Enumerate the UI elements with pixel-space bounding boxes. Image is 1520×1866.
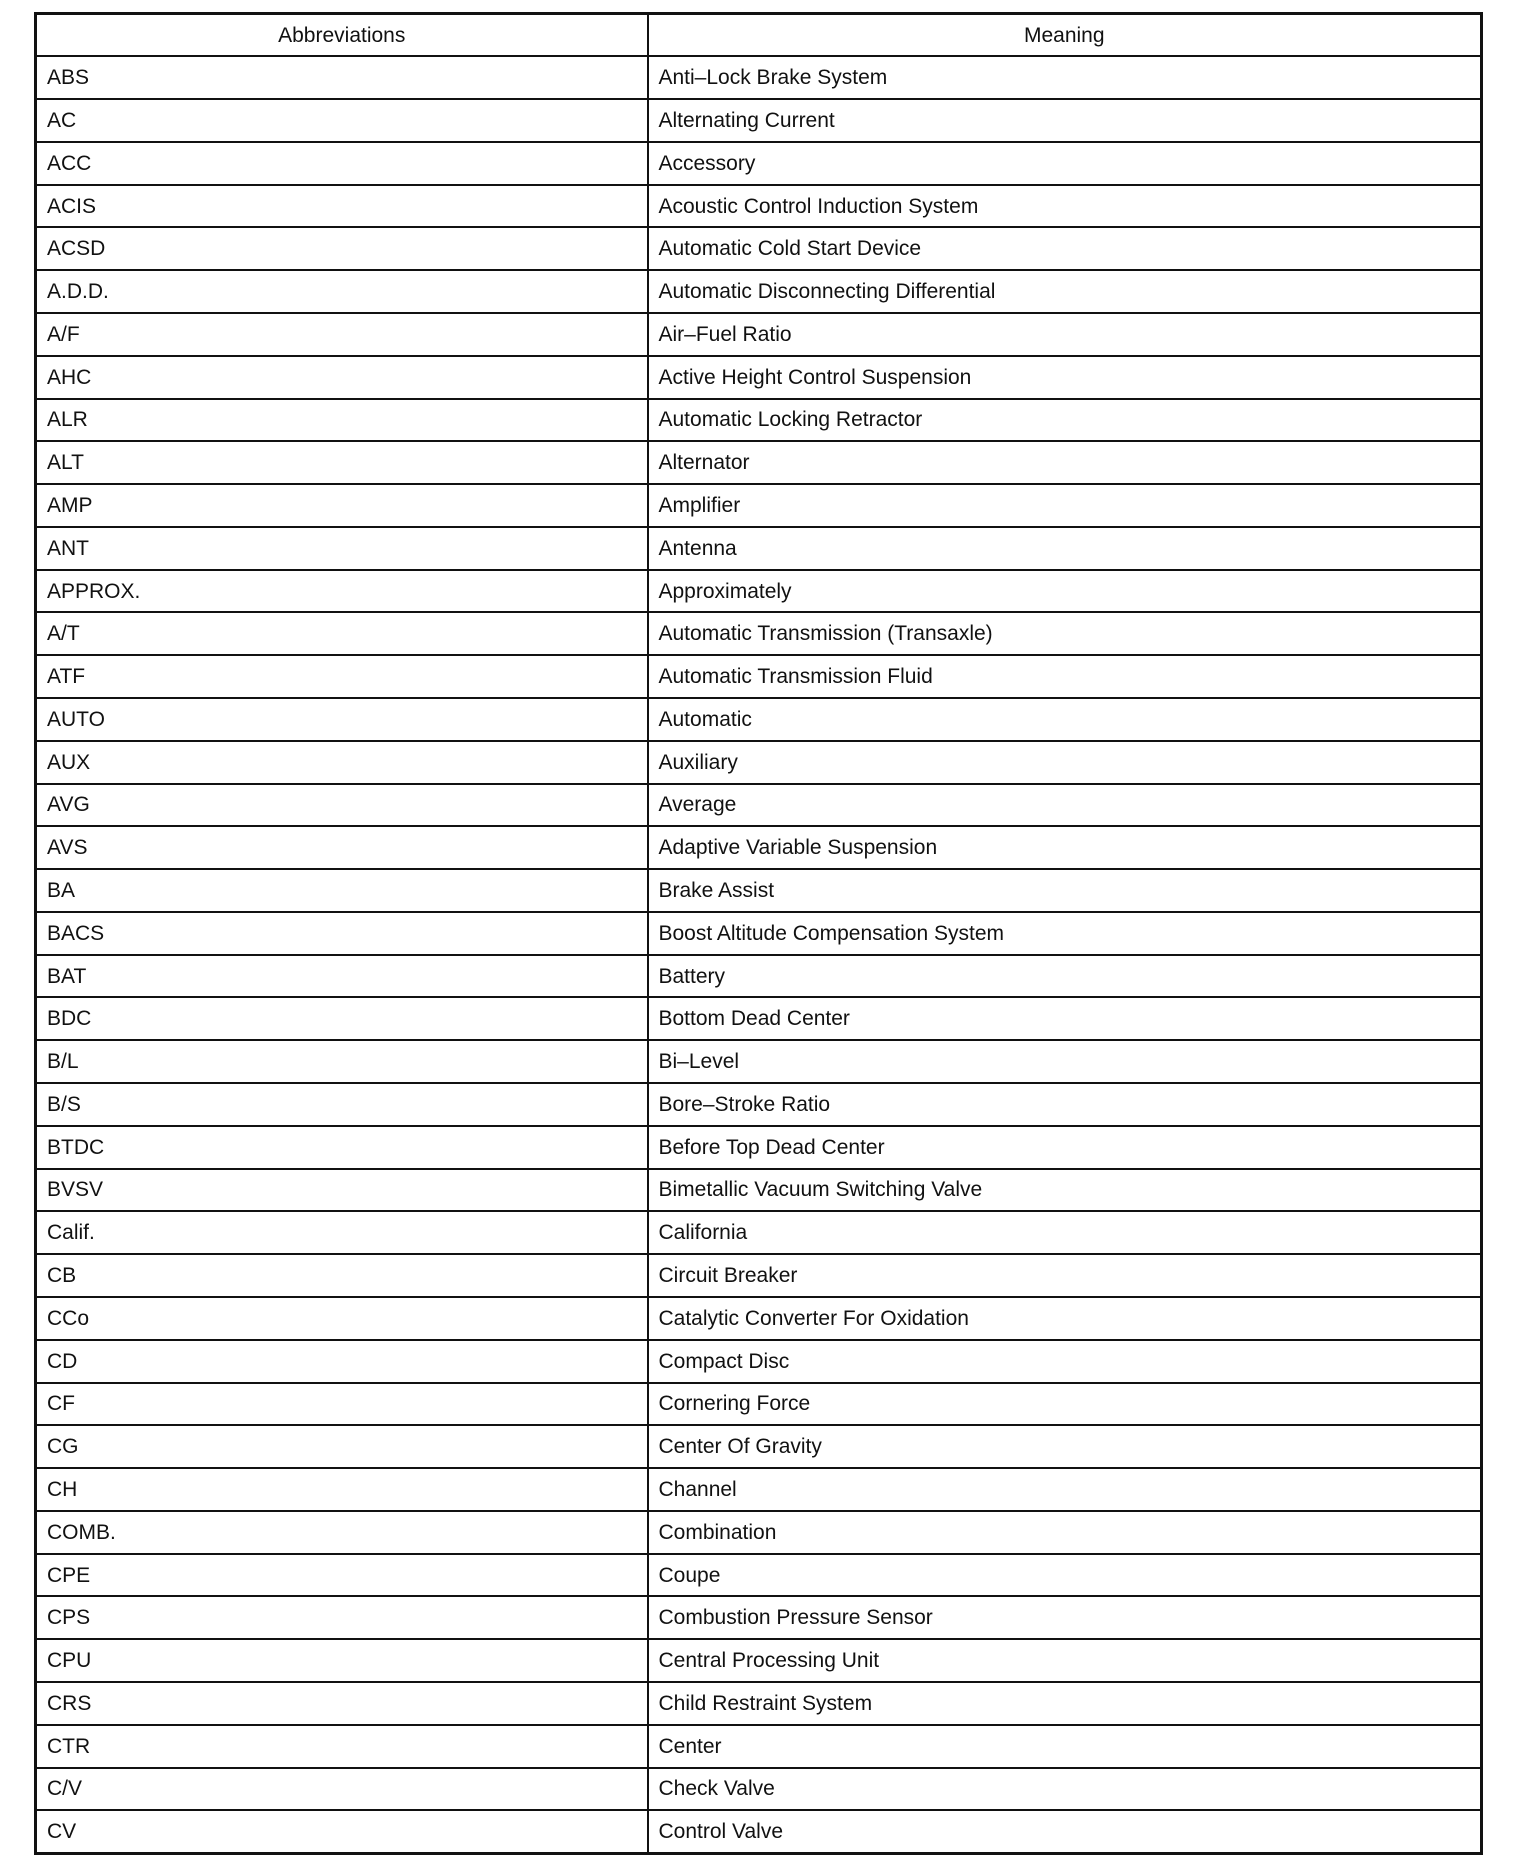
meaning-cell: Active Height Control Suspension bbox=[648, 356, 1482, 399]
abbreviation-cell: ALT bbox=[36, 441, 648, 484]
table-row bbox=[36, 1211, 1482, 1254]
abbreviation-cell: CTR bbox=[36, 1725, 648, 1768]
abbreviation-cell: ACSD bbox=[36, 227, 648, 270]
abbreviation-cell: AC bbox=[36, 99, 648, 142]
abbreviation-cell: B/S bbox=[36, 1083, 648, 1126]
table-row bbox=[36, 655, 1482, 698]
abbreviation-cell: CPE bbox=[36, 1554, 648, 1597]
table-row bbox=[36, 1425, 1482, 1468]
meaning-cell: Coupe bbox=[648, 1554, 1482, 1597]
table-row bbox=[36, 741, 1482, 784]
meaning-cell: Amplifier bbox=[648, 484, 1482, 527]
table-row bbox=[36, 997, 1482, 1040]
meaning-cell: Automatic Disconnecting Differential bbox=[648, 270, 1482, 313]
abbreviation-cell: AUX bbox=[36, 741, 648, 784]
meaning-cell: Circuit Breaker bbox=[648, 1254, 1482, 1297]
table-row bbox=[36, 698, 1482, 741]
meaning-cell: Cornering Force bbox=[648, 1383, 1482, 1426]
abbreviation-cell: BA bbox=[36, 869, 648, 912]
abbreviation-cell: BDC bbox=[36, 997, 648, 1040]
table-row bbox=[36, 1639, 1482, 1682]
meaning-cell: Anti–Lock Brake System bbox=[648, 56, 1482, 99]
table-row bbox=[36, 270, 1482, 313]
meaning-cell: Compact Disc bbox=[648, 1340, 1482, 1383]
abbreviation-cell: AVS bbox=[36, 826, 648, 869]
meaning-cell: Alternating Current bbox=[648, 99, 1482, 142]
table-row bbox=[36, 1725, 1482, 1768]
table-row bbox=[36, 1682, 1482, 1725]
meaning-cell: Brake Assist bbox=[648, 869, 1482, 912]
table-row bbox=[36, 1596, 1482, 1639]
abbreviation-cell: COMB. bbox=[36, 1511, 648, 1554]
abbreviation-cell: CF bbox=[36, 1383, 648, 1426]
meaning-cell: Accessory bbox=[648, 142, 1482, 185]
meaning-cell: Boost Altitude Compensation System bbox=[648, 912, 1482, 955]
abbreviation-cell: CPS bbox=[36, 1596, 648, 1639]
abbreviation-cell: B/L bbox=[36, 1040, 648, 1083]
abbreviation-cell: BAT bbox=[36, 955, 648, 998]
table-row bbox=[36, 56, 1482, 99]
table-row bbox=[36, 955, 1482, 998]
meaning-cell: Combustion Pressure Sensor bbox=[648, 1596, 1482, 1639]
meaning-cell: Approximately bbox=[648, 570, 1482, 613]
table-row bbox=[36, 784, 1482, 827]
abbreviation-cell: CG bbox=[36, 1425, 648, 1468]
table-row bbox=[36, 1511, 1482, 1554]
abbreviation-cell: ATF bbox=[36, 655, 648, 698]
table-row bbox=[36, 1126, 1482, 1169]
abbreviation-cell: CRS bbox=[36, 1682, 648, 1725]
table-row bbox=[36, 570, 1482, 613]
table-body bbox=[36, 56, 1482, 1853]
table-row bbox=[36, 912, 1482, 955]
meaning-cell: Automatic bbox=[648, 698, 1482, 741]
abbreviation-cell: CH bbox=[36, 1468, 648, 1511]
abbreviation-cell: CCo bbox=[36, 1297, 648, 1340]
meaning-cell: Automatic Locking Retractor bbox=[648, 399, 1482, 442]
abbreviation-cell: CB bbox=[36, 1254, 648, 1297]
abbreviation-cell: BVSV bbox=[36, 1169, 648, 1212]
meaning-cell: Check Valve bbox=[648, 1768, 1482, 1811]
abbreviation-cell: A.D.D. bbox=[36, 270, 648, 313]
column-header-abbreviations: Abbreviations bbox=[36, 14, 648, 57]
abbreviation-cell: Calif. bbox=[36, 1211, 648, 1254]
meaning-cell: Antenna bbox=[648, 527, 1482, 570]
table-row bbox=[36, 1169, 1482, 1212]
meaning-cell: Bore–Stroke Ratio bbox=[648, 1083, 1482, 1126]
table-row bbox=[36, 826, 1482, 869]
meaning-cell: Auxiliary bbox=[648, 741, 1482, 784]
table-row bbox=[36, 1040, 1482, 1083]
abbreviation-cell: ABS bbox=[36, 56, 648, 99]
meaning-cell: Combination bbox=[648, 1511, 1482, 1554]
abbreviation-cell: ANT bbox=[36, 527, 648, 570]
meaning-cell: Automatic Transmission Fluid bbox=[648, 655, 1482, 698]
table-row bbox=[36, 99, 1482, 142]
meaning-cell: Before Top Dead Center bbox=[648, 1126, 1482, 1169]
abbreviation-cell: BACS bbox=[36, 912, 648, 955]
abbreviation-cell: BTDC bbox=[36, 1126, 648, 1169]
table-row bbox=[36, 1810, 1482, 1853]
meaning-cell: Automatic Cold Start Device bbox=[648, 227, 1482, 270]
table-row bbox=[36, 441, 1482, 484]
abbreviation-cell: AVG bbox=[36, 784, 648, 827]
meaning-cell: Average bbox=[648, 784, 1482, 827]
abbreviation-cell: A/F bbox=[36, 313, 648, 356]
table-row bbox=[36, 527, 1482, 570]
table-row bbox=[36, 1297, 1482, 1340]
meaning-cell: Central Processing Unit bbox=[648, 1639, 1482, 1682]
table-header-row bbox=[36, 14, 1482, 57]
meaning-cell: Center Of Gravity bbox=[648, 1425, 1482, 1468]
table-row bbox=[36, 1083, 1482, 1126]
meaning-cell: Center bbox=[648, 1725, 1482, 1768]
meaning-cell: Adaptive Variable Suspension bbox=[648, 826, 1482, 869]
meaning-cell: Channel bbox=[648, 1468, 1482, 1511]
meaning-cell: Child Restraint System bbox=[648, 1682, 1482, 1725]
meaning-cell: Catalytic Converter For Oxidation bbox=[648, 1297, 1482, 1340]
abbreviation-cell: C/V bbox=[36, 1768, 648, 1811]
table-row bbox=[36, 399, 1482, 442]
table-row bbox=[36, 869, 1482, 912]
table-row bbox=[36, 1468, 1482, 1511]
abbreviation-cell: CD bbox=[36, 1340, 648, 1383]
meaning-cell: Bimetallic Vacuum Switching Valve bbox=[648, 1169, 1482, 1212]
table-row bbox=[36, 1768, 1482, 1811]
table-row bbox=[36, 1254, 1482, 1297]
abbreviation-cell: CPU bbox=[36, 1639, 648, 1682]
table-row bbox=[36, 313, 1482, 356]
table-row bbox=[36, 612, 1482, 655]
abbreviations-table bbox=[34, 12, 1483, 1855]
meaning-cell: Battery bbox=[648, 955, 1482, 998]
abbreviation-cell: ACIS bbox=[36, 185, 648, 228]
abbreviation-cell: A/T bbox=[36, 612, 648, 655]
abbreviation-cell: APPROX. bbox=[36, 570, 648, 613]
meaning-cell: Bottom Dead Center bbox=[648, 997, 1482, 1040]
meaning-cell: Acoustic Control Induction System bbox=[648, 185, 1482, 228]
meaning-cell: Air–Fuel Ratio bbox=[648, 313, 1482, 356]
table-row bbox=[36, 1340, 1482, 1383]
abbreviation-cell: AUTO bbox=[36, 698, 648, 741]
meaning-cell: Bi–Level bbox=[648, 1040, 1482, 1083]
abbreviation-cell: AHC bbox=[36, 356, 648, 399]
table-row bbox=[36, 185, 1482, 228]
meaning-cell: California bbox=[648, 1211, 1482, 1254]
meaning-cell: Control Valve bbox=[648, 1810, 1482, 1853]
abbreviation-cell: ACC bbox=[36, 142, 648, 185]
meaning-cell: Automatic Transmission (Transaxle) bbox=[648, 612, 1482, 655]
meaning-cell: Alternator bbox=[648, 441, 1482, 484]
table-row bbox=[36, 484, 1482, 527]
abbreviation-cell: ALR bbox=[36, 399, 648, 442]
column-header-meaning: Meaning bbox=[648, 14, 1482, 57]
abbreviation-cell: CV bbox=[36, 1810, 648, 1853]
table-row bbox=[36, 227, 1482, 270]
table-row bbox=[36, 1383, 1482, 1426]
table-row bbox=[36, 142, 1482, 185]
abbreviation-cell: AMP bbox=[36, 484, 648, 527]
table-row bbox=[36, 356, 1482, 399]
table-row bbox=[36, 1554, 1482, 1597]
